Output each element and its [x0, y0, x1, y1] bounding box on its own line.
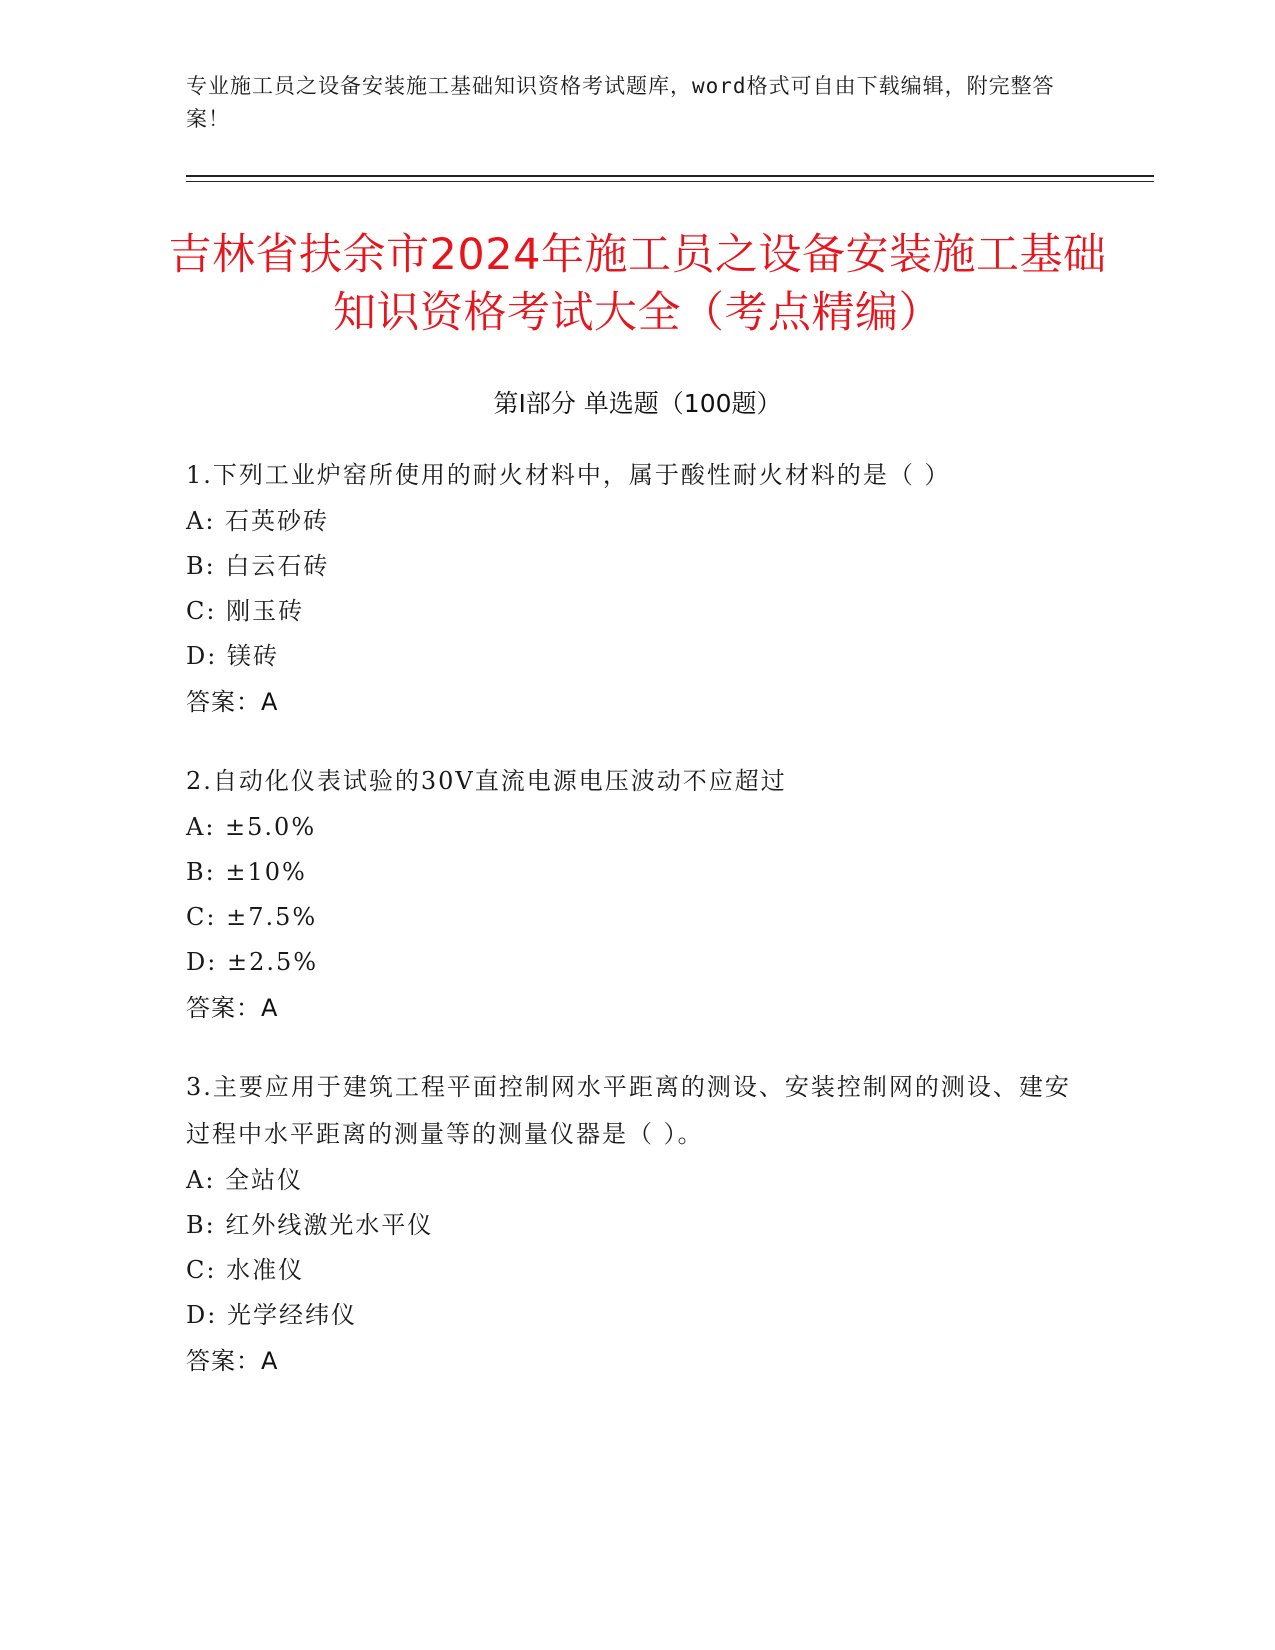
- document-title: 吉林省扶余市2024年施工员之设备安装施工基础知识资格考试大全（考点精编）: [168, 230, 1107, 338]
- question-3: [186, 1064, 1076, 1384]
- header-rule-thick: [186, 175, 1154, 177]
- answer: 答案：A: [186, 1347, 279, 1375]
- section-heading: 第Ⅰ部分 单选题（100题）: [493, 389, 782, 418]
- option-d: D: 镁砖: [186, 642, 279, 670]
- option-a: A: 全站仪: [186, 1166, 304, 1194]
- option-b: B: ±10%: [186, 858, 307, 886]
- option-b: B: 红外线激光水平仪: [186, 1211, 434, 1239]
- question-stem: 2.自动化仪表试验的30V直流电源电压波动不应超过: [186, 767, 787, 795]
- question-2: [186, 758, 1076, 1031]
- question-stem: 3.主要应用于建筑工程平面控制网水平距离的测设、安装控制网的测设、建安过程中水平距离的测量等的测量仪器是（ ）。: [186, 1073, 1071, 1148]
- option-a: A: 石英砂砖: [186, 507, 330, 535]
- option-d: D: ±2.5%: [186, 948, 319, 976]
- option-c: C: ±7.5%: [186, 903, 318, 931]
- option-d: D: 光学经纬仪: [186, 1301, 357, 1329]
- header-rule-thin: [186, 181, 1154, 182]
- option-c: C: 刚玉砖: [186, 597, 305, 625]
- question-stem: 1.下列工业炉窑所使用的耐火材料中，属于酸性耐火材料的是（ ）: [186, 461, 951, 489]
- option-b: B: 白云石砖: [186, 552, 330, 580]
- option-c: C: 水准仪: [186, 1256, 305, 1284]
- header-note: 专业施工员之设备安装施工基础知识资格考试题库，word格式可自由下载编辑，附完整答案！: [186, 74, 1055, 131]
- answer: 答案：A: [186, 688, 279, 716]
- question-1: [186, 452, 1076, 725]
- answer: 答案：A: [186, 994, 279, 1022]
- option-a: A: ±5.0%: [186, 813, 317, 841]
